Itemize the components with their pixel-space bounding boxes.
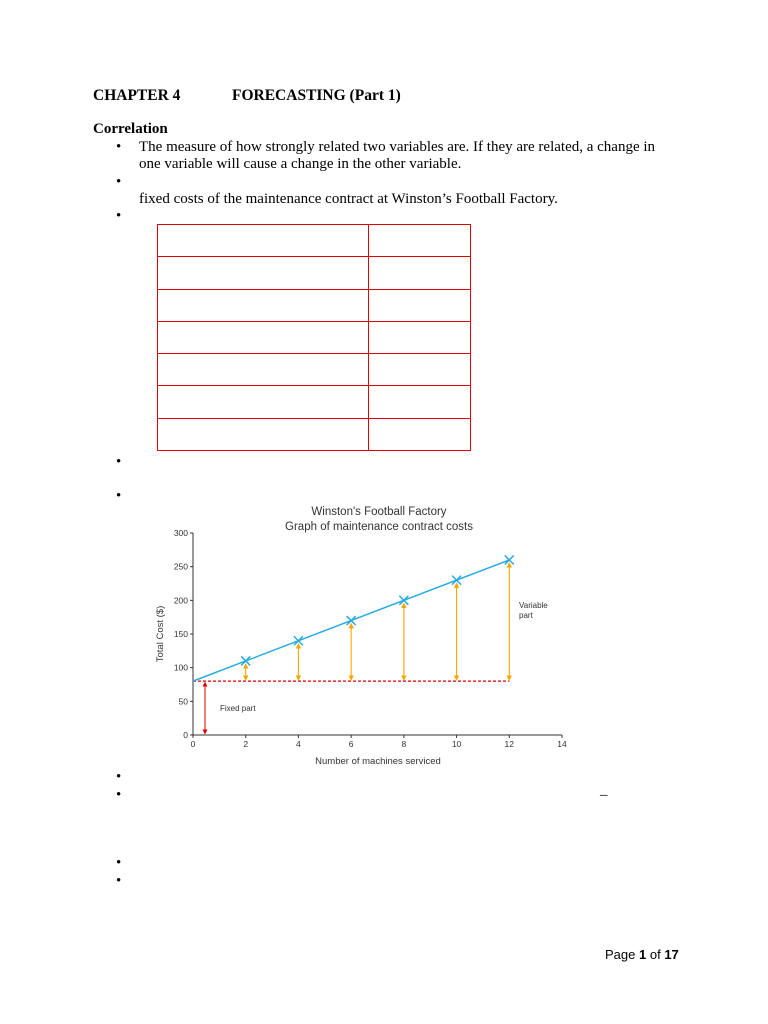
- data-point-marker: [347, 616, 356, 625]
- y-tick-label: 100: [173, 662, 188, 673]
- y-axis-label: Total Cost ($): [155, 605, 166, 663]
- x-tick-label: 2: [243, 739, 249, 749]
- x-axis-label: Number of machines serviced: [315, 756, 441, 767]
- chapter-number: CHAPTER 4: [93, 87, 181, 104]
- bullet-3: •: [116, 208, 122, 224]
- bullet-6: •: [116, 769, 122, 785]
- chapter-title: FORECASTING (Part 1): [232, 87, 401, 104]
- footer-total-pages: 17: [664, 947, 679, 962]
- annotation-fixed-part: Fixed part: [220, 704, 256, 713]
- x-tick-label: 6: [348, 739, 354, 749]
- footer-page-number: 1: [639, 947, 647, 962]
- annotation-variable-part-line2: part: [519, 611, 533, 620]
- bullet-1-text-line2: one variable will cause a change in the other variable.: [139, 156, 462, 172]
- y-tick-label: 0: [183, 730, 188, 740]
- data-point-marker: [294, 636, 303, 645]
- y-tick-label: 250: [173, 561, 188, 572]
- annotation-variable-part-line1: Variable: [519, 601, 548, 610]
- page-footer: [605, 947, 679, 962]
- bullet-1: •: [116, 139, 122, 155]
- data-point-marker: [505, 555, 514, 564]
- x-tick-label: 14: [557, 739, 567, 749]
- bullet-7-dash: –: [600, 787, 608, 803]
- x-tick-label: 10: [451, 739, 462, 749]
- section-heading: Correlation: [93, 121, 168, 137]
- bullet-9: •: [116, 873, 122, 889]
- x-tick-label: 4: [296, 739, 301, 749]
- bullet-7: •: [116, 787, 122, 803]
- chart-title: Winston's Football Factory: [311, 506, 447, 518]
- bullet-1-text-line1: The measure of how strongly related two variables are. If they are related, a change in: [139, 139, 656, 155]
- y-tick-label: 150: [173, 629, 188, 639]
- footer-of-word: of: [649, 947, 661, 962]
- y-tick-label: 200: [173, 595, 188, 606]
- bullet-8: •: [116, 855, 122, 871]
- bullet-2-text-line2: fixed costs of the maintenance contract at Winston’s Football Factory.: [139, 191, 558, 207]
- y-tick-label: 50: [178, 696, 188, 707]
- data-point-marker: [399, 596, 408, 605]
- chart-subtitle: Graph of maintenance contract costs: [285, 521, 473, 533]
- footer-page-word: Page: [605, 947, 636, 962]
- x-tick-label: 8: [401, 739, 407, 749]
- data-point-marker: [241, 656, 250, 665]
- bullet-4: •: [116, 454, 122, 470]
- x-tick-label: 12: [504, 739, 515, 749]
- bullet-5: •: [116, 488, 122, 504]
- x-tick-label: 0: [190, 739, 196, 749]
- bullet-2: •: [116, 174, 122, 190]
- y-tick-label: 300: [173, 528, 188, 538]
- data-point-marker: [452, 576, 461, 585]
